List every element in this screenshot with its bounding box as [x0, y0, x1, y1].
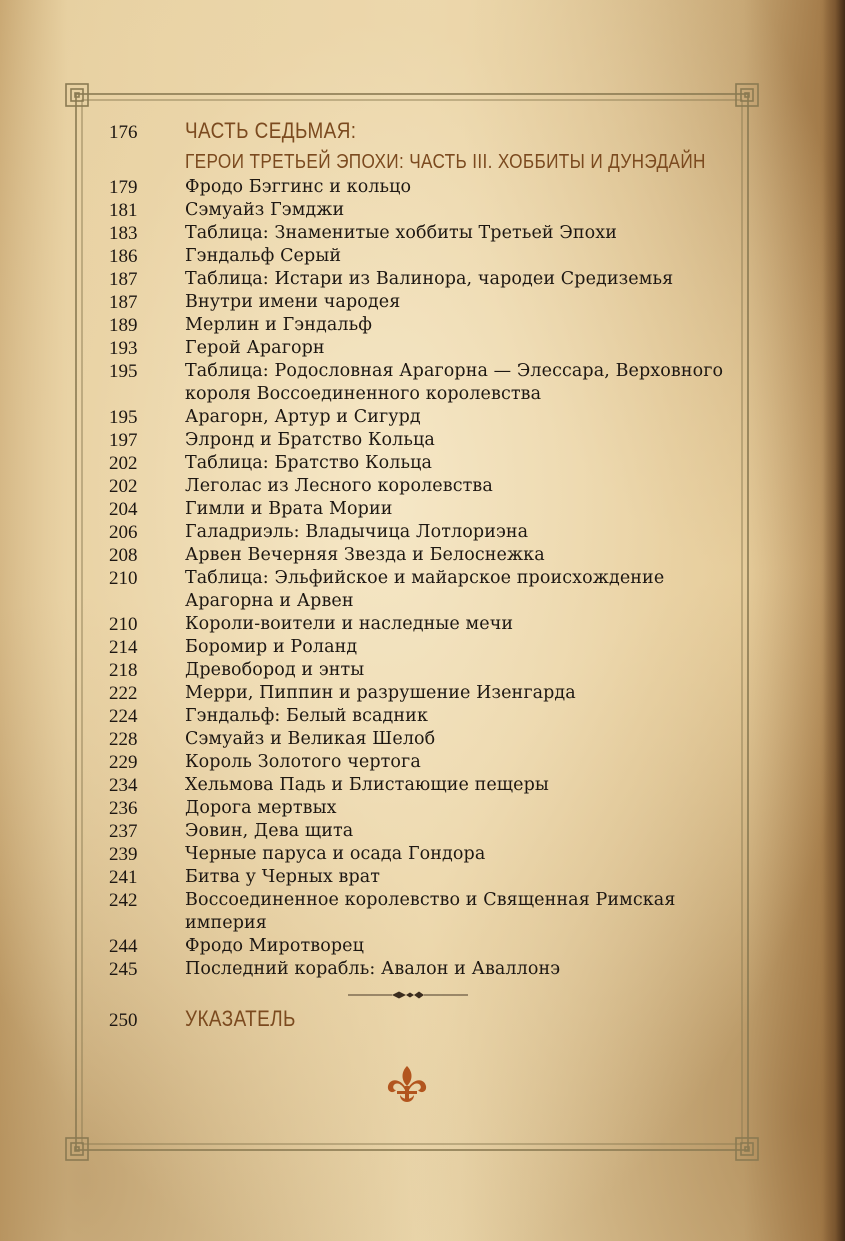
- toc-entry[interactable]: [0, 291, 845, 314]
- toc-entry-page-number: 214: [109, 637, 138, 658]
- toc-entry[interactable]: [0, 774, 845, 797]
- toc-entry[interactable]: [0, 935, 845, 958]
- toc-entry[interactable]: [0, 820, 845, 843]
- toc-entry[interactable]: [0, 475, 845, 498]
- toc-entry-title: Внутри имени чародея: [185, 292, 401, 312]
- toc-entry-page-number: 222: [109, 683, 138, 704]
- toc-entry-page-number: 202: [109, 476, 138, 497]
- toc-entry-page-number: 237: [109, 821, 138, 842]
- toc-entry[interactable]: [0, 360, 845, 406]
- toc-entry-page-number: 210: [109, 568, 138, 589]
- toc-entry-title: Короли-воители и наследные мечи: [185, 614, 514, 634]
- toc-entry-page-number: 193: [109, 338, 138, 359]
- toc-entry[interactable]: [0, 889, 845, 935]
- toc-entry-title: Хельмова Падь и Блистающие пещеры: [185, 775, 549, 795]
- toc-entry-title: Сэмуайз Гэмджи: [185, 200, 345, 220]
- toc-entry-page-number: 218: [109, 660, 138, 681]
- fleur-de-lis-icon: [382, 1064, 432, 1104]
- toc-entry[interactable]: [0, 199, 845, 222]
- part-title: ЧАСТЬ СЕДЬМАЯ:: [185, 118, 357, 143]
- toc-entry[interactable]: [0, 337, 845, 360]
- toc-entry-title: Фродо Бэггинс и кольцо: [185, 177, 412, 197]
- toc-entry[interactable]: [0, 498, 845, 521]
- divider-ornament: [348, 988, 468, 1002]
- toc-entry-title: Воссоединенное королевство и Священная Римская империя: [185, 890, 676, 933]
- toc-entry-title: Мерлин и Гэндальф: [185, 315, 373, 335]
- part-page-number: 176: [109, 122, 138, 143]
- toc-entry-page-number: 181: [109, 200, 138, 221]
- toc-entry[interactable]: [0, 176, 845, 199]
- toc-entry-page-number: 202: [109, 453, 138, 474]
- toc-entry[interactable]: [0, 682, 845, 705]
- part-subtitle: ГЕРОИ ТРЕТЬЕЙ ЭПОХИ: ЧАСТЬ III. ХОББИТЫ И ДУНЭДАЙН: [185, 151, 706, 173]
- toc-entry-page-number: 228: [109, 729, 138, 750]
- toc-entry-title: Последний корабль: Авалон и Аваллонэ: [185, 959, 561, 979]
- toc-entry-title: Таблица: Истари из Валинора, чародеи Средиземья: [185, 269, 674, 289]
- toc-entry[interactable]: [0, 544, 845, 567]
- corner-ornament-top-left: [66, 84, 88, 106]
- toc-entry-title: Арвен Вечерняя Звезда и Белоснежка: [185, 545, 545, 565]
- corner-ornament-top-right: [736, 84, 758, 106]
- toc-entry[interactable]: [0, 659, 845, 682]
- toc-entry-title: Арагорн, Артур и Сигурд: [185, 407, 421, 427]
- toc-entry-title: Мерри, Пиппин и разрушение Изенгарда: [185, 683, 576, 703]
- toc-entry-title: Король Золотого чертога: [185, 752, 421, 772]
- toc-entry[interactable]: [0, 406, 845, 429]
- toc-entry-page-number: 187: [109, 292, 138, 313]
- toc-entry-page-number: 189: [109, 315, 138, 336]
- toc-entry-title: Битва у Черных врат: [185, 867, 381, 887]
- toc-entry-page-number: 206: [109, 522, 138, 543]
- corner-ornament-bottom-right: [736, 1138, 758, 1160]
- toc-entry-page-number: 179: [109, 177, 138, 198]
- toc-entry-page-number: 183: [109, 223, 138, 244]
- toc-entry[interactable]: [0, 843, 845, 866]
- toc-entry[interactable]: [0, 429, 845, 452]
- toc-entry[interactable]: [0, 452, 845, 475]
- toc-entry-page-number: 236: [109, 798, 138, 819]
- toc-entry-title: Герой Арагорн: [185, 338, 325, 358]
- toc-entry-title: Боромир и Роланд: [185, 637, 358, 657]
- toc-entry-page-number: 187: [109, 269, 138, 290]
- toc-entry[interactable]: [0, 797, 845, 820]
- toc-entry-page-number: 210: [109, 614, 138, 635]
- toc-entry-title: Фродо Миротворец: [185, 936, 364, 956]
- toc-entry-page-number: 244: [109, 936, 138, 957]
- toc-entry-page-number: 195: [109, 407, 138, 428]
- toc-entry-title: Древобород и энты: [185, 660, 365, 680]
- toc-entry[interactable]: [0, 245, 845, 268]
- toc-entry-page-number: 242: [109, 890, 138, 911]
- toc-entry-page-number: 197: [109, 430, 138, 451]
- toc-entry-title: Сэмуайз и Великая Шелоб: [185, 729, 436, 749]
- toc-entry-title: Леголас из Лесного королевства: [185, 476, 493, 496]
- toc-entry[interactable]: [0, 222, 845, 245]
- toc-entry-title: Эовин, Дева щита: [185, 821, 354, 841]
- toc-entry-page-number: 186: [109, 246, 138, 267]
- toc-entry-title: Элронд и Братство Кольца: [185, 430, 435, 450]
- toc-entry[interactable]: [0, 521, 845, 544]
- toc-entry-page-number: 234: [109, 775, 138, 796]
- toc-entry-page-number: 229: [109, 752, 138, 773]
- toc-entry[interactable]: [0, 314, 845, 337]
- toc-entry-title: Таблица: Эльфийское и майарское происхождение Арагорна и Арвен: [185, 568, 665, 611]
- toc-entry[interactable]: [0, 567, 845, 613]
- toc-entry-page-number: 245: [109, 959, 138, 980]
- toc-entry-title: Таблица: Знаменитые хоббиты Третьей Эпохи: [185, 223, 617, 243]
- toc-entry[interactable]: [0, 613, 845, 636]
- toc-entries: [0, 176, 845, 981]
- toc-entry[interactable]: [0, 268, 845, 291]
- toc-entry-title: Таблица: Братство Кольца: [185, 453, 432, 473]
- toc-entry[interactable]: [0, 636, 845, 659]
- toc-entry-page-number: 204: [109, 499, 138, 520]
- toc-entry[interactable]: [0, 705, 845, 728]
- toc-entry-page-number: 208: [109, 545, 138, 566]
- toc-entry-page-number: 195: [109, 361, 138, 382]
- index-title: УКАЗАТЕЛЬ: [185, 1006, 296, 1031]
- toc-entry-page-number: 239: [109, 844, 138, 865]
- toc-entry-page-number: 224: [109, 706, 138, 727]
- toc-entry-title: Галадриэль: Владычица Лотлориэна: [185, 522, 529, 542]
- toc-entry-title: Черные паруса и осада Гондора: [185, 844, 486, 864]
- toc-entry[interactable]: [0, 751, 845, 774]
- toc-entry-title: Гимли и Врата Мории: [185, 499, 393, 519]
- toc-entry[interactable]: [0, 866, 845, 889]
- index-page-number: 250: [109, 1010, 138, 1031]
- toc-entry-title: Дорога мертвых: [185, 798, 337, 818]
- toc-entry[interactable]: [0, 728, 845, 751]
- toc-entry-title: Гэндальф Серый: [185, 246, 342, 266]
- toc-entry-page-number: 241: [109, 867, 138, 888]
- toc-entry[interactable]: [0, 958, 845, 981]
- toc-entry-title: Таблица: Родословная Арагорна — Элессара, Верховного короля Воссоединенного королевства: [185, 361, 724, 404]
- corner-ornament-bottom-left: [66, 1138, 88, 1160]
- toc-entry-title: Гэндальф: Белый всадник: [185, 706, 428, 726]
